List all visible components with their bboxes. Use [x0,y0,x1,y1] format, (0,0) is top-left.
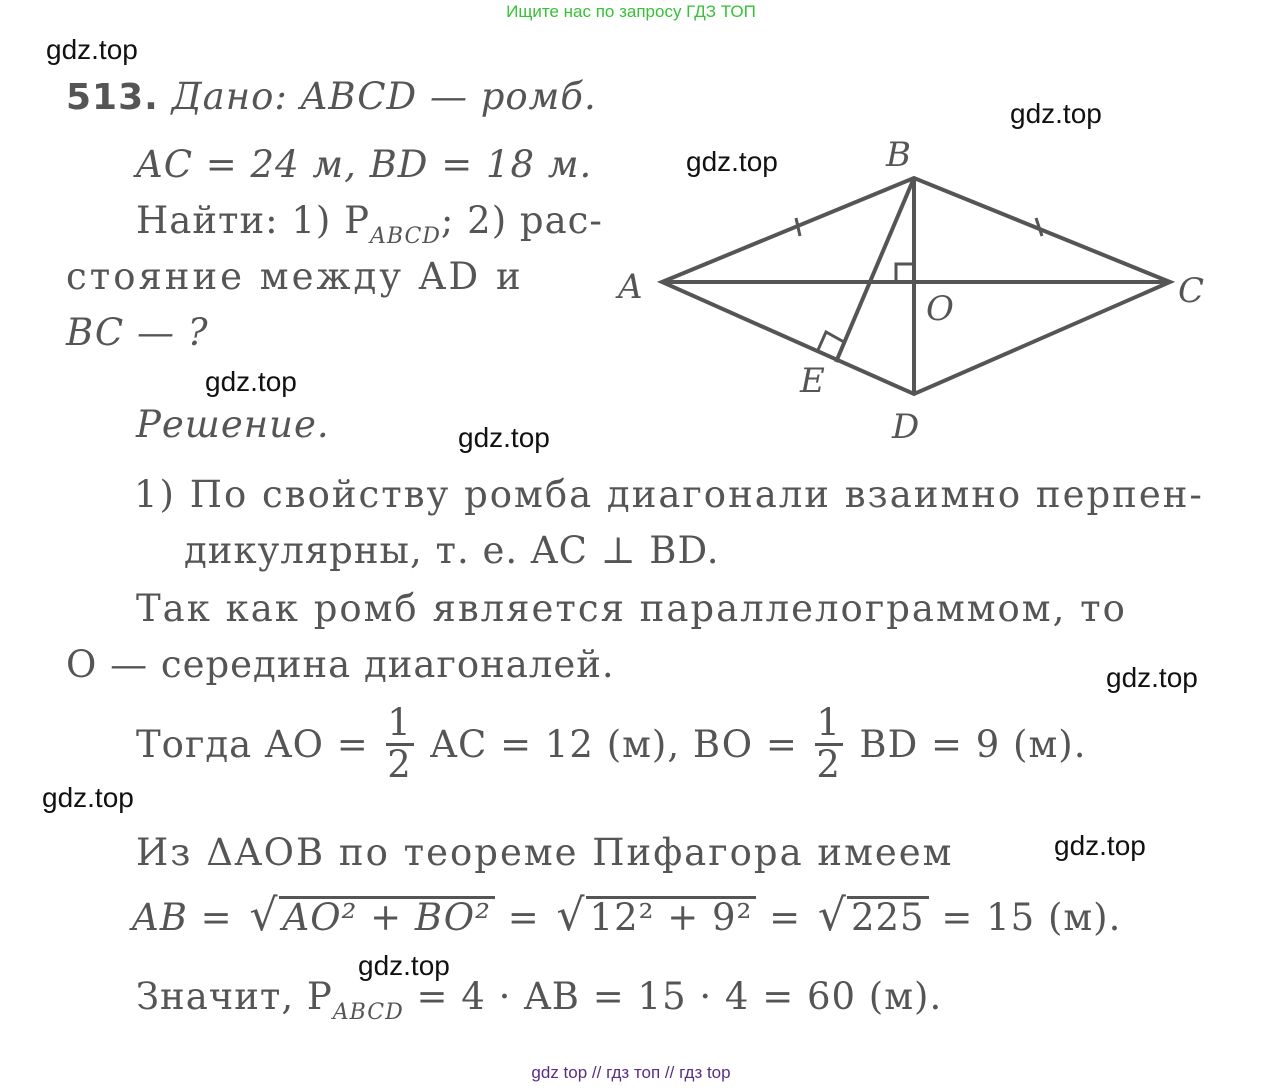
line5-part-a: Тогда AO = [136,722,369,766]
watermark: gdz.top [205,366,297,397]
solution-line-2: дикулярны, т. е. AC ⊥ BD. [184,529,720,572]
sqrt-symbol: √ [817,890,847,941]
line7-eq-1: = [507,896,540,939]
solution-line-7 [132,890,1122,941]
solution-line-1: 1) По свойству ромба диагонали взаимно перпен- [134,473,1204,516]
label-e: E [800,361,825,401]
line7-eq-2: = [769,896,802,939]
solution-line-3: Так как ромб является параллелограммом, то [136,587,1127,630]
find-subscript: ABCD [369,224,441,249]
sqrt-symbol: √ [249,890,279,941]
fraction-numerator: 1 [387,701,412,744]
find-line-1 [136,199,603,249]
watermark: gdz.top [686,146,778,177]
fraction-numerator: 1 [816,701,841,744]
label-o: O [926,289,954,329]
given-text: ABCD — ромб. [300,75,597,118]
top-banner[interactable]: Ищите нас по запросу ГДЗ ТОП [506,2,756,21]
given-values: AC = 24 м, BD = 18 м. [136,143,593,186]
radicand-1: AO² + BO² [279,896,495,936]
footer-links[interactable]: gdz top // гдз топ // гдз top [531,1063,731,1082]
label-c: C [1178,271,1205,311]
label-d: D [892,407,920,447]
watermark: gdz.top [1106,662,1198,693]
watermark: gdz.top [46,34,138,65]
label-b: B [886,135,911,175]
fraction-half-2 [815,701,843,786]
line8-subscript: ABCD [332,1000,404,1025]
fraction-denominator: 2 [387,742,412,786]
label-a: A [618,267,643,307]
watermark: gdz.top [1010,98,1102,129]
watermark: gdz.top [458,422,550,453]
line7-part-d: = 15 (м). [941,896,1122,939]
find-text-cont: ; 2) рас- [440,199,603,242]
solution-line-6: Из ΔAOB по теореме Пифагора имеем [136,831,954,874]
sqrt-symbol: √ [556,890,586,941]
line5-part-b: AC = 12 (м), BO = [430,722,798,766]
line5-part-c: BD = 9 (м). [859,722,1087,766]
solution-line-8 [136,975,943,1025]
find-line-2: стояние между AD и [66,255,524,298]
fraction-denominator: 2 [816,742,841,786]
find-text: Найти: 1) P [136,199,370,242]
line8-part-b: = 4 · AB = 15 · 4 = 60 (м). [416,975,943,1018]
watermark: gdz.top [358,950,450,981]
solution-line-5 [136,701,1087,786]
rhombus-diagram [600,130,1240,450]
radicand-3: 225 [847,896,929,936]
radicand-2: 12² + 9² [586,896,757,936]
find-line-3: BC — ? [66,311,209,354]
solution-label: Решение. [136,403,330,446]
problem-number: 513. [66,77,159,118]
solution-line-4: O — середина диагоналей. [66,643,615,686]
given-label: Дано: [171,75,288,118]
watermark: gdz.top [1054,830,1146,861]
given-line [66,75,597,118]
right-angle-mark-o [896,264,914,282]
line7-part-a: AB = [132,896,233,939]
watermark: gdz.top [42,782,134,813]
fraction-half-1 [386,701,414,786]
tick-mark-ab [796,218,800,236]
line8-part-a: Значит, P [136,975,333,1018]
